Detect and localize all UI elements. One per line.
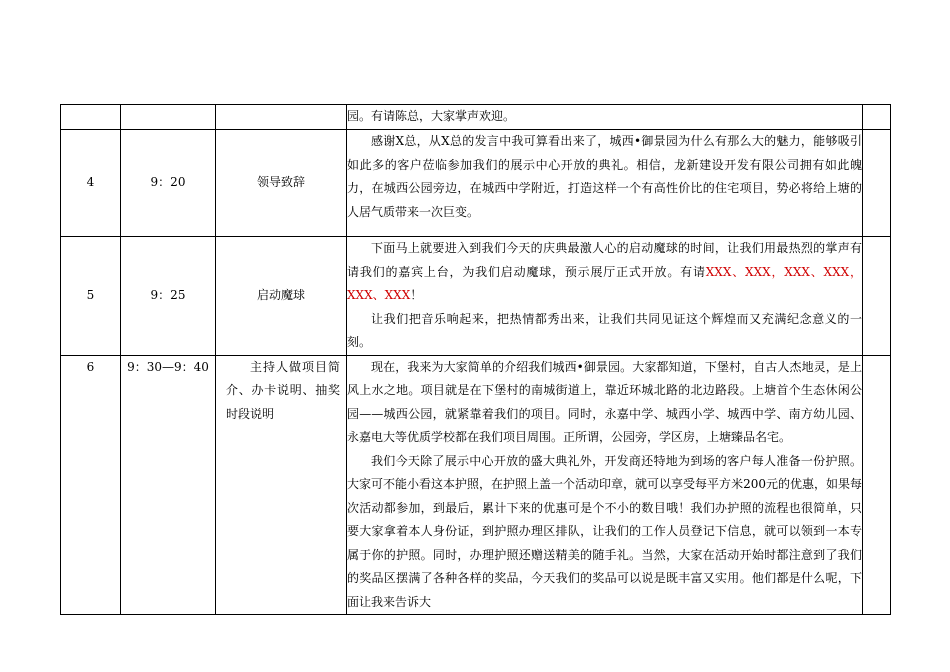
row-script [347, 355, 863, 615]
row-activity: 主持人做项目简介、办卡说明、抽奖时段说明 [216, 355, 347, 615]
guest-names: XXX、XXX，XXX、XXX，XXX、XXX [347, 264, 862, 302]
table-row [61, 130, 891, 237]
row-time: 9：20 [121, 130, 216, 237]
script-text: 下面马上就要进入到我们今天的庆典最激人心的启动魔球的时间，让我们用最热烈的掌声有请我们的嘉宾上台，为我们启动魔球，预示展厅正式开放。有请 [347, 241, 862, 279]
row-note [863, 237, 891, 356]
row-note [863, 130, 891, 237]
row-note [863, 355, 891, 615]
row-number [61, 105, 121, 130]
schedule-table [60, 104, 891, 615]
table-row [61, 105, 891, 130]
script-paragraph: 我们今天除了展示中心开放的盛大典礼外，开发商还特地为到场的客户每人准备一份护照。大家可不能小看这本护照，在护照上盖一个活动印章，就可以享受每平方米200元的优惠，如果每次活动都参加，到最后，累计下来的优惠可是个不小的数目哦！我们办护照的流程也很简单，只要大家拿着本人身份证，到护照办理区排队，让我们的工作人员登记下信息，就可以领到一本专属于你的护照。同时，办理护照还赠送精美的随手礼。当然，大家在活动开始时都注意到了我们的奖品区摆满了各种各样的奖品，今天我们的奖品可以说是既丰富又实用。他们都是什么呢，下面让我来告诉大 [347, 453, 862, 609]
table-row [61, 355, 891, 615]
script-paragraph: 园。有请陈总，大家掌声欢迎。 [347, 109, 516, 123]
row-time [121, 105, 216, 130]
script-paragraph: 现在，我来为大家简单的介绍我们城西•御景园。大家都知道，下堡村，自古人杰地灵，是上风上水之地。项目就是在下堡村的南城街道上，靠近环城北路的北边路段。上塘首个生态休闲公园——城西公园，就紧靠着我们的项目。同时，永嘉中学、城西小学、城西中学、南方幼儿园、永嘉电大等优质学校都在我们项目周围。正所谓，公园旁，学区房，上塘臻品名宅。 [347, 359, 862, 444]
script-paragraph: 让我们把音乐响起来，把热情都秀出来，让我们共同见证这个辉煌而又充满纪念意义的一刻。 [347, 311, 862, 349]
row-activity [216, 105, 347, 130]
script-paragraph: 感谢X总，从X总的发言中我可算看出来了，城西•御景园为什么有那么大的魅力，能够吸引如此多的客户莅临参加我们的展示中心开放的典礼。相信，龙新建设开发有限公司拥有如此魄力，在城西公园旁边，在城西中学附近，打造这样一个有高性价比的住宅项目，势必将给上塘的人居气质带来一次巨变。 [347, 134, 862, 219]
row-script [347, 105, 863, 130]
script-paragraph [347, 237, 862, 308]
row-activity: 领导致辞 [216, 130, 347, 237]
row-number: 5 [61, 237, 121, 356]
row-script [347, 130, 863, 237]
row-time: 9：25 [121, 237, 216, 356]
row-time: 9：30—9：40 [121, 355, 216, 615]
row-number: 6 [61, 355, 121, 615]
row-activity: 启动魔球 [216, 237, 347, 356]
script-text-end: ！ [410, 288, 423, 302]
row-script [347, 237, 863, 356]
row-note [863, 105, 891, 130]
table-row [61, 237, 891, 356]
row-number: 4 [61, 130, 121, 237]
